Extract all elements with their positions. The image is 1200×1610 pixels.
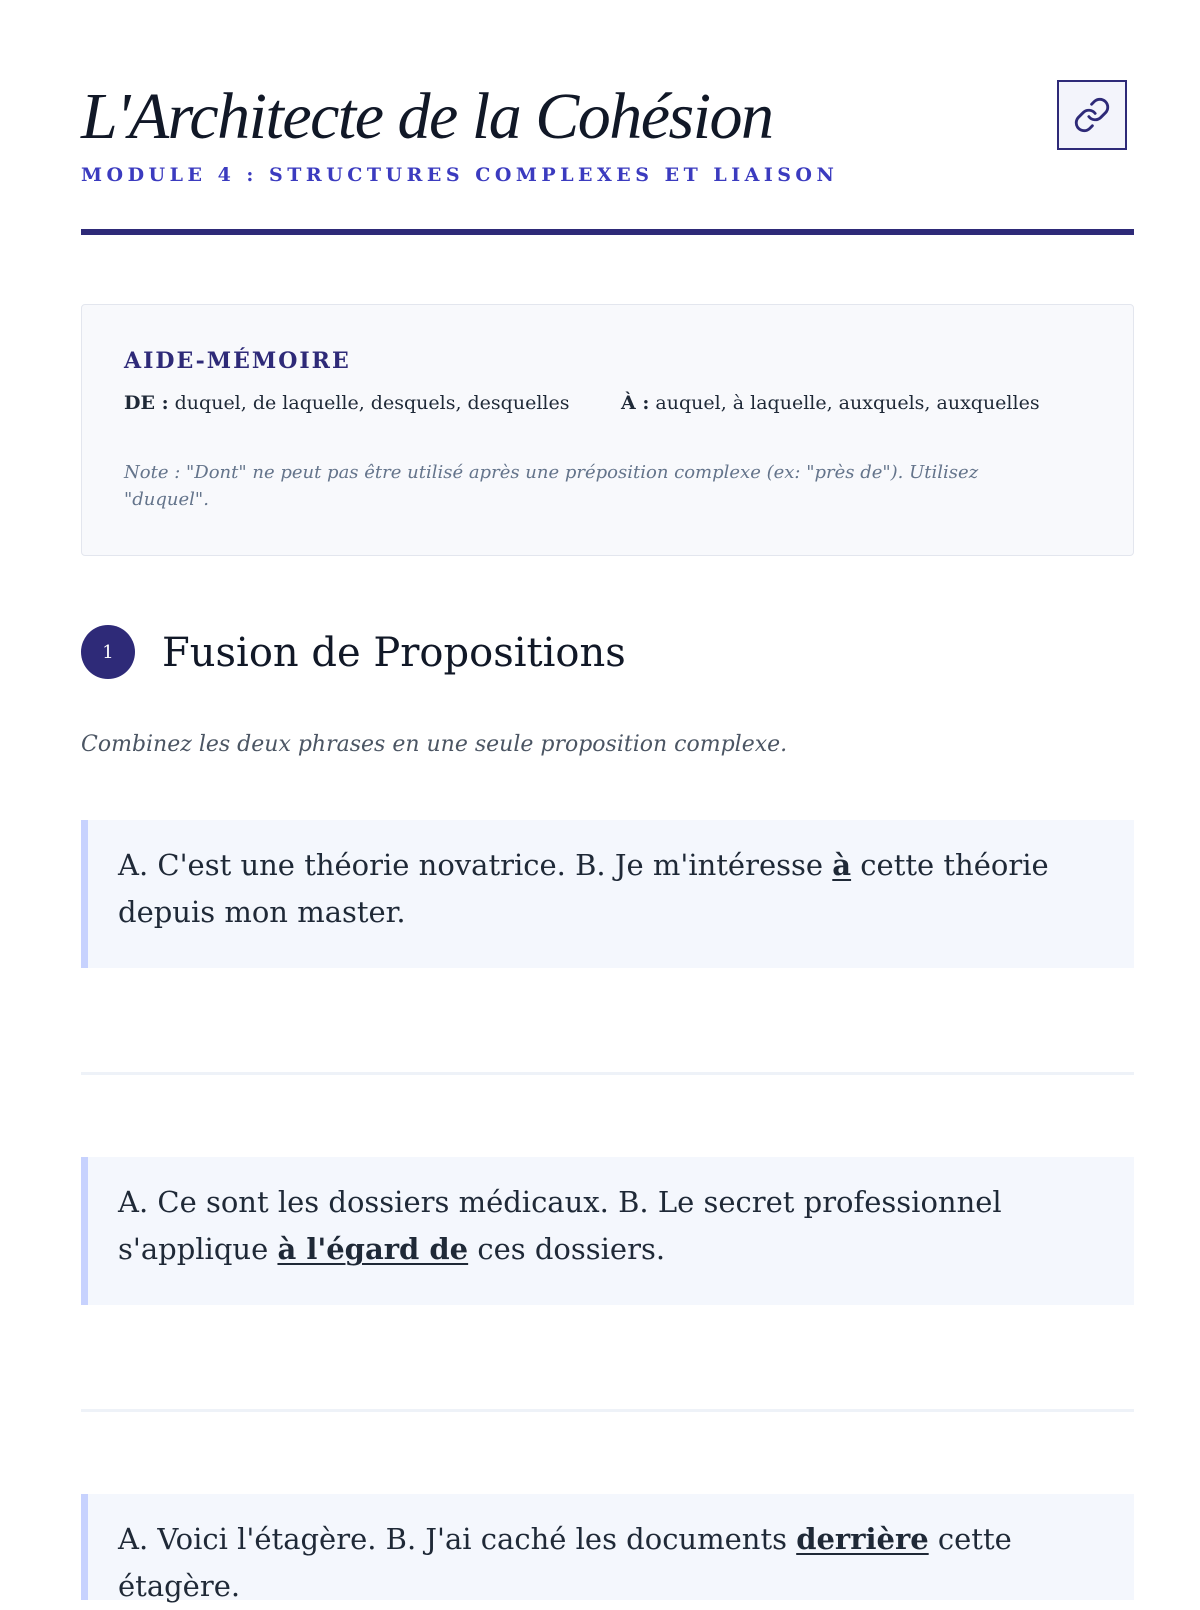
exercise-card bbox=[81, 820, 1134, 968]
exercise-text: A. Ce sont les dossiers médicaux. B. Le secret professionnel s'applique bbox=[118, 1185, 1002, 1266]
memo-note: Note : "Dont" ne peut pas être utilisé après une préposition complexe (ex: "près de"). Utilisez "duquel". bbox=[124, 462, 979, 510]
exercise-text: cette théorie depuis mon master. bbox=[118, 848, 1049, 929]
exercise-preposition: à l'égard de bbox=[277, 1232, 469, 1266]
header-rule bbox=[81, 229, 1134, 235]
exercise-text: ces dossiers. bbox=[468, 1232, 666, 1266]
section-instruction: Combinez les deux phrases en une seule proposition complexe. bbox=[81, 732, 788, 757]
page-subtitle: MODULE 4 : STRUCTURES COMPLEXES ET LIAISON bbox=[81, 164, 839, 186]
section-title: Fusion de Propositions bbox=[162, 630, 626, 676]
exercise-card bbox=[81, 1157, 1134, 1305]
memo-a-forms: auquel, à laquelle, auxquels, auxquelles bbox=[655, 392, 1040, 414]
memo-title: AIDE-MÉMOIRE bbox=[124, 348, 351, 374]
exercise-text: cette étagère. bbox=[118, 1522, 1012, 1603]
memo-box bbox=[81, 304, 1134, 556]
exercise-text: A. C'est une théorie novatrice. B. Je m'intéresse bbox=[118, 848, 833, 882]
exercise-text: A. Voici l'étagère. B. J'ai caché les documents bbox=[118, 1522, 797, 1556]
memo-a-row bbox=[621, 392, 1040, 414]
memo-de-label: DE : bbox=[124, 392, 169, 414]
link-icon bbox=[1073, 96, 1111, 134]
page-title: L'Architecte de la Cohésion bbox=[81, 80, 773, 153]
answer-divider bbox=[81, 1409, 1134, 1412]
exercise-preposition: derrière bbox=[796, 1522, 929, 1556]
memo-a-label: À : bbox=[621, 392, 650, 414]
copy-link-button[interactable] bbox=[1057, 80, 1127, 150]
page-header bbox=[81, 80, 1134, 186]
exercise-card bbox=[81, 1494, 1134, 1603]
exercise-preposition: à bbox=[832, 848, 852, 882]
section-number-badge: 1 bbox=[81, 625, 135, 679]
answer-divider bbox=[81, 1072, 1134, 1075]
memo-de-forms: duquel, de laquelle, desquels, desquelles bbox=[174, 392, 570, 414]
memo-de-row bbox=[124, 392, 569, 414]
